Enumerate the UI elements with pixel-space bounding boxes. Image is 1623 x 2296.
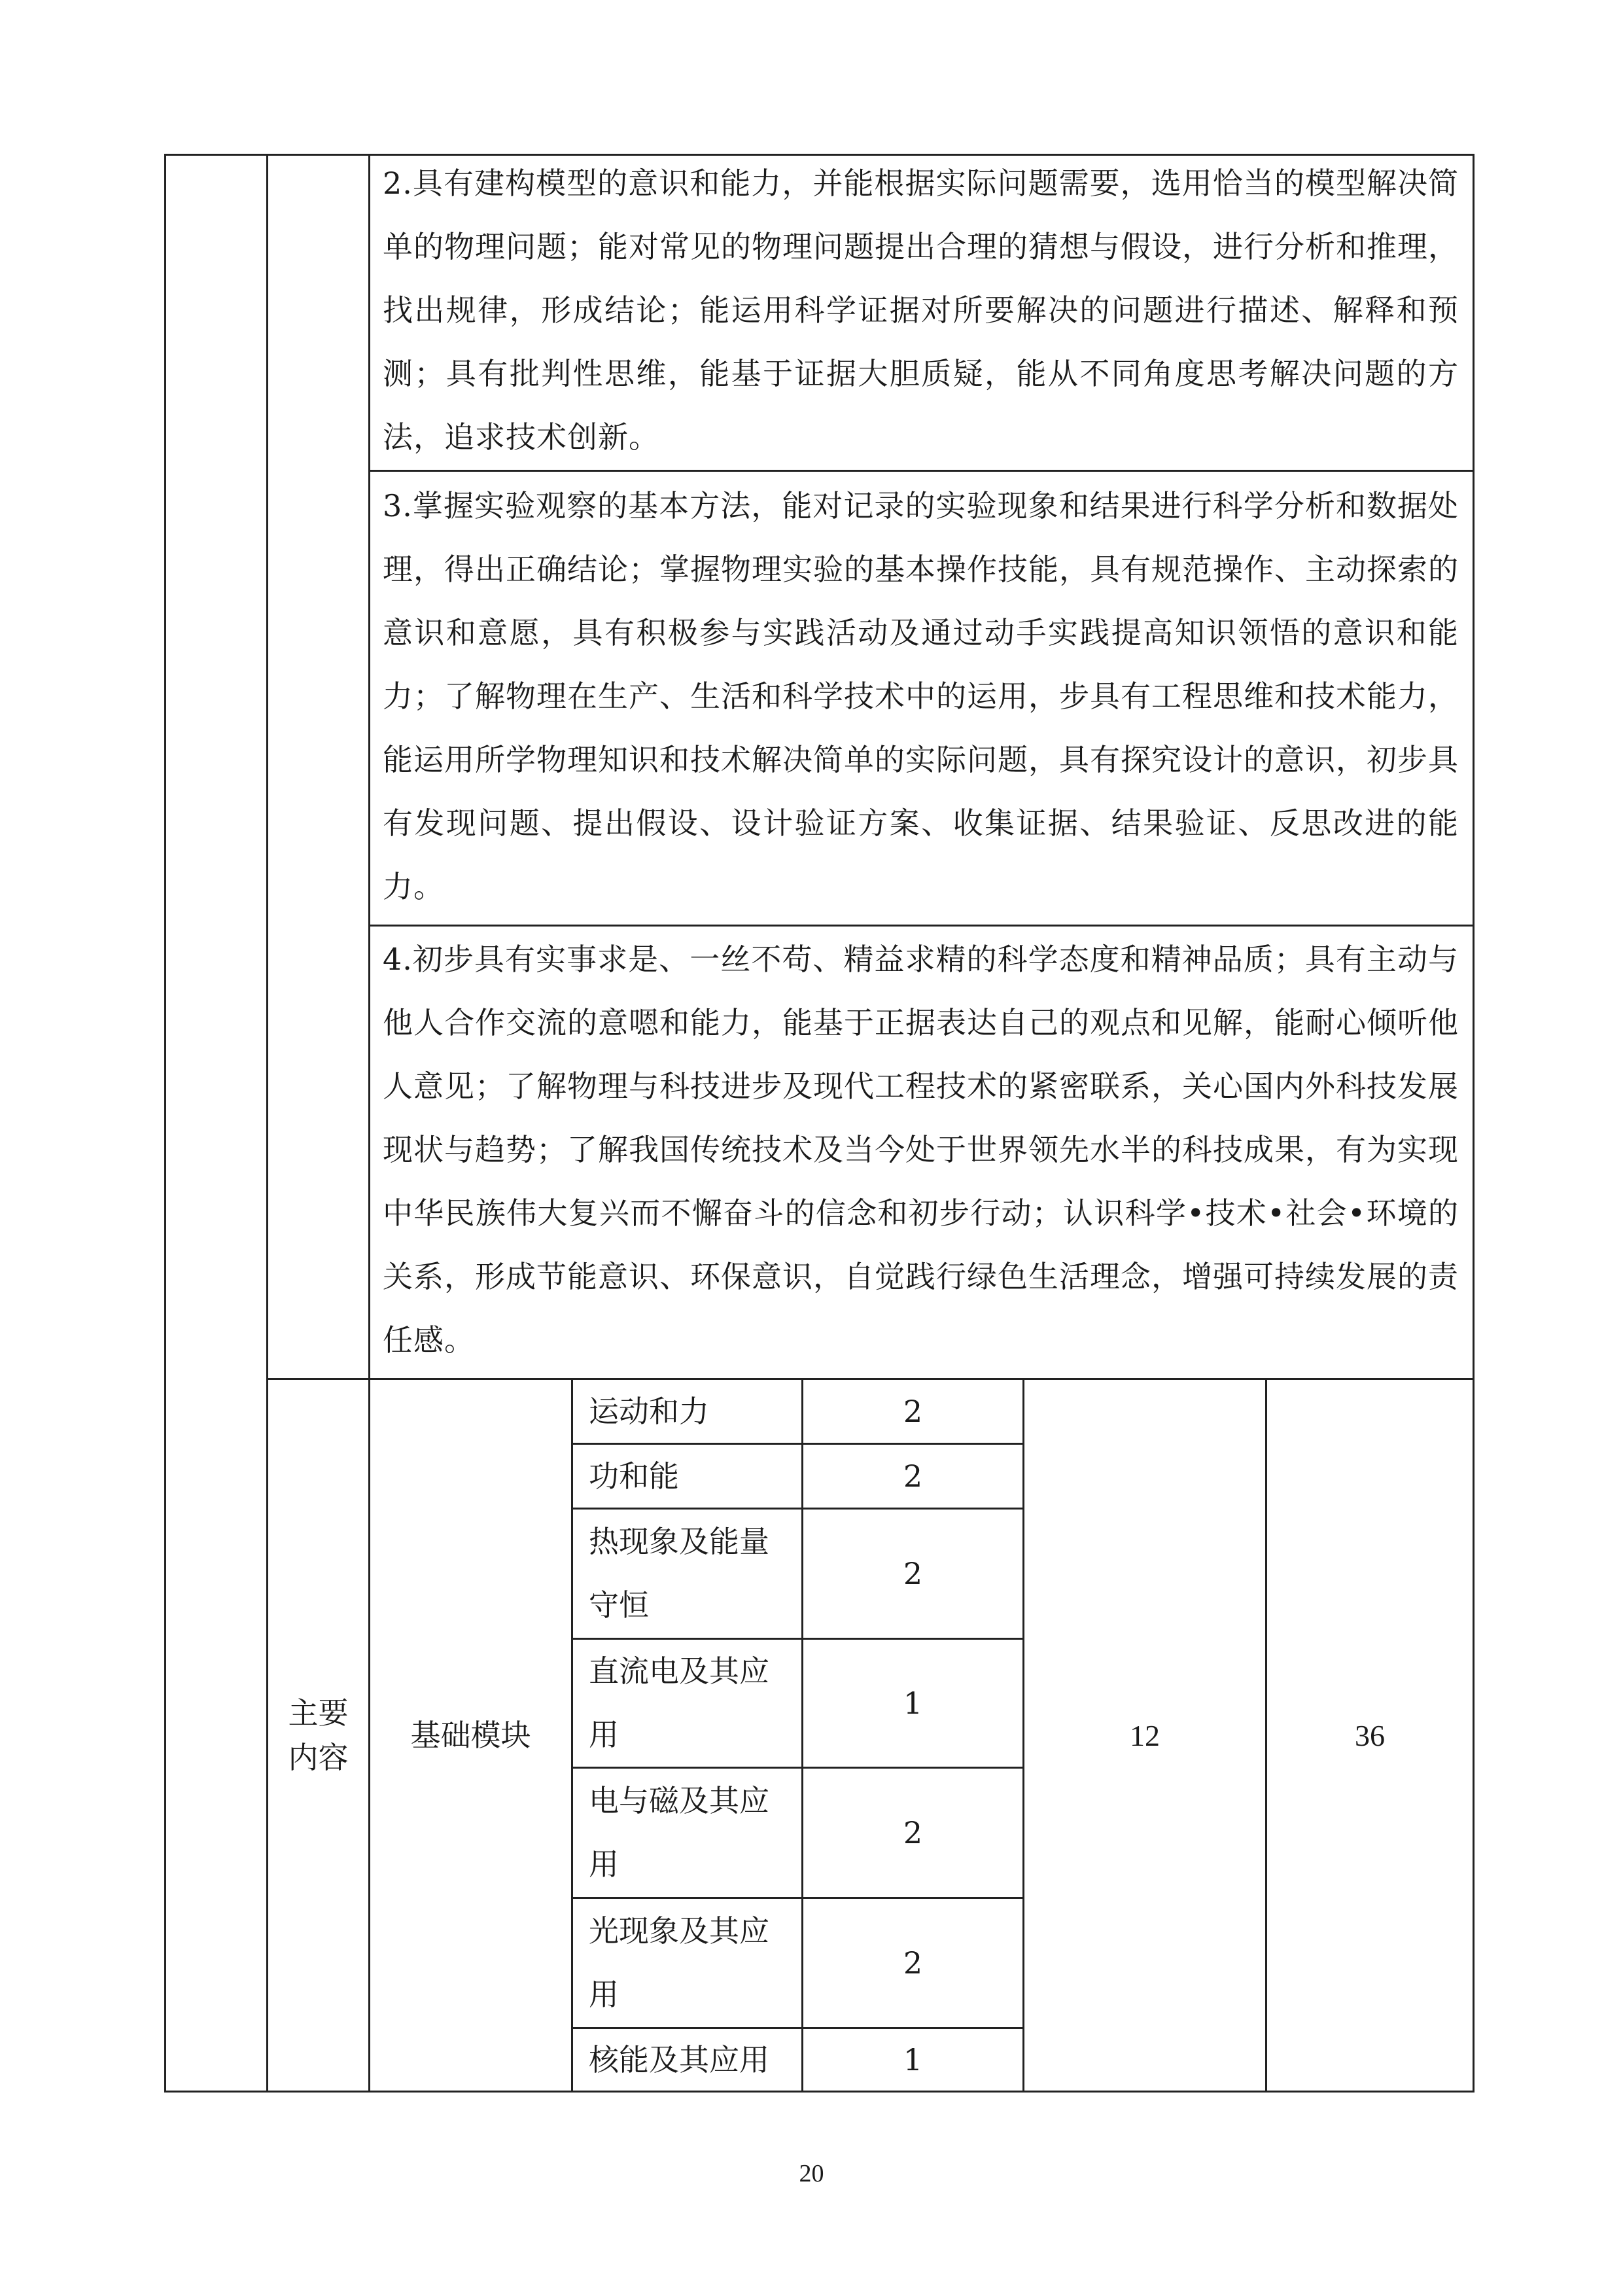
topic-name: 热现象及能量守恒 bbox=[589, 1524, 769, 1623]
topic-hours: 2 bbox=[903, 1814, 923, 1850]
section-label bbox=[268, 1380, 368, 2091]
objective-2: 2.具有建构模型的意识和能力，并能根据实际问题需要，选用恰当的模型解决简单的物理问题；能对常见的物理问题提出合理的猜想与假设，进行分析和推理，找出规律，形成结论；能运用科学证据对所要解决的问题进行描述、解释和预测；具有批判性思维，能基于证据大胆质疑，能从不同角度思考解决问题的方法，追求技术创新。 bbox=[383, 166, 1459, 455]
topic-hours: 1 bbox=[903, 1685, 923, 1721]
page-number: 20 bbox=[799, 2160, 824, 2187]
topic-name: 光现象及其应用 bbox=[589, 1913, 769, 2012]
section-label-text: 主要内容 bbox=[288, 1695, 349, 1775]
topic-name: 直流电及其应用 bbox=[589, 1653, 769, 1752]
table-left-border bbox=[164, 154, 166, 2093]
topic-name: 运动和力 bbox=[589, 1393, 709, 1429]
row-divider-1 bbox=[368, 470, 1475, 472]
table-right-border bbox=[1473, 154, 1475, 2093]
topic-hours: 2 bbox=[903, 1458, 923, 1494]
topic-name: 核能及其应用 bbox=[589, 2041, 769, 2077]
topic-hours: 2 bbox=[903, 1555, 923, 1591]
table-bottom-border bbox=[164, 2091, 1475, 2093]
module-label: 基础模块 bbox=[410, 1717, 531, 1753]
objective-3: 3.掌握实验观察的基本方法，能对记录的实验现象和结果进行科学分析和数据处理，得出正确结论；掌握物理实验的基本操作技能，具有规范操作、主动探索的意识和意愿，具有积极参与实践活动及通过动手实践提高知识领悟的意识和能力；了解物理在生产、生活和科学技术中的运用，步具有工程思维和技术能力，能运用所学物理知识和技术解决简单的实际问题，具有探究设计的意识，初步具有发现问题、提出假设、设计验证方案、收集证据、结果验证、反思改进的能力。 bbox=[383, 488, 1459, 904]
topic-name: 功和能 bbox=[589, 1458, 679, 1494]
total-hours-b: 36 bbox=[1355, 1718, 1385, 1752]
objective-4: 4.初步具有实事求是、一丝不苟、精益求精的科学态度和精神品质；具有主动与他人合作交流的意嗯和能力，能基于正据表达自己的观点和见解，能耐心倾听他人意见；了解物理与科技进步及现代工程技术的紧密联系，关心国内外科技发展现状与趋势；了解我国传统技术及当今处于世界领先水半的科技成果，有为实现中华民族伟大复兴而不懈奋斗的信念和初步行动；认识科学•技术•社会•环境的关系，形成节能意识、环保意识，自觉践行绿色生活理念，增强可持续发展的责任感。 bbox=[383, 942, 1459, 1358]
row-divider-2 bbox=[368, 925, 1475, 927]
topic-name: 电与磁及其应用 bbox=[589, 1783, 769, 1882]
topic-hours: 2 bbox=[903, 1393, 923, 1429]
topic-hours: 2 bbox=[903, 1945, 923, 1981]
topic-hours: 1 bbox=[903, 2041, 923, 2077]
total-hours-a: 12 bbox=[1130, 1718, 1160, 1752]
